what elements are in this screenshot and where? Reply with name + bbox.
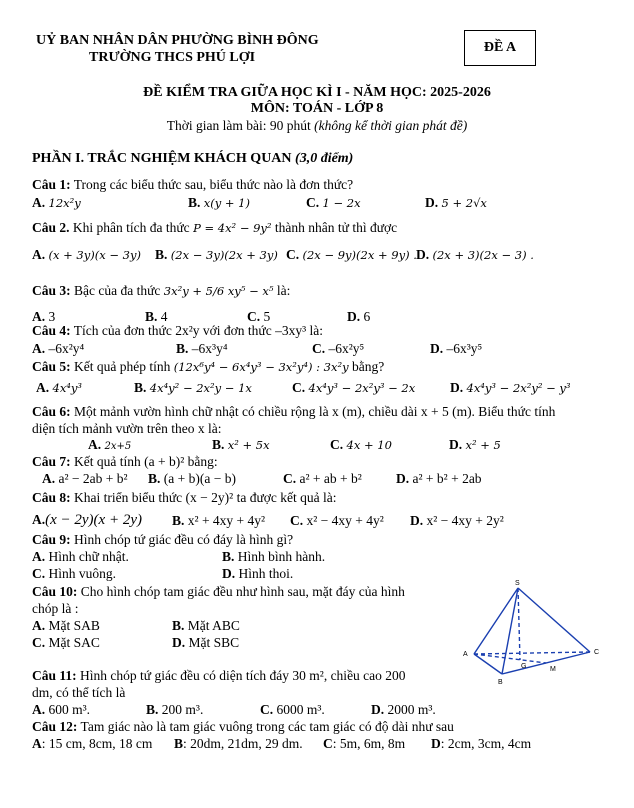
opt-value: (2x − 3y)(2x + 3y) [170, 248, 278, 262]
part1-heading: PHẦN I. TRẮC NGHIỆM KHÁCH QUAN [32, 151, 292, 166]
q3-text-before: Bậc của đa thức [70, 283, 164, 298]
opt-label: D. [416, 247, 430, 262]
opt-value: –6x³y⁴ [188, 341, 228, 356]
opt-label: D. [450, 380, 464, 395]
opt-value: x² − 4xy + 4y² [303, 513, 384, 528]
opt-value: 12x²y [48, 196, 81, 210]
opt-value: : 2cm, 3cm, 4cm [440, 736, 532, 751]
q5-option-d[interactable] [450, 380, 571, 396]
opt-value: Hình chữ nhật. [45, 549, 129, 564]
subject-title: MÔN: TOÁN - LỚP 8 [250, 101, 384, 116]
question-11 [32, 668, 406, 684]
opt-label: C [323, 736, 333, 751]
q3-expression: 3x²y + 5/6 xy⁵ − x⁵ [163, 284, 274, 298]
opt-value: a² + ab + b² [296, 471, 362, 486]
opt-value: Hình vuông. [45, 566, 116, 581]
pyramid-figure [458, 578, 608, 688]
q4-option-d[interactable] [430, 341, 482, 357]
q2-option-a[interactable] [32, 247, 141, 263]
opt-value: 4x⁴y³ − 2x²y² − y³ [466, 381, 571, 395]
q4-text: Tích của đơn thức 2x²y với đơn thức –3xy³ là: [70, 323, 323, 338]
q12-option-a[interactable] [32, 736, 152, 752]
question-12 [32, 719, 454, 735]
opt-value: x² + 4xy + 4y² [184, 513, 266, 528]
q9-option-a[interactable] [32, 549, 129, 565]
q2-text-after: thành nhân tử thì được [271, 220, 398, 235]
exam-title: ĐỀ KIỂM TRA GIỮA HỌC KÌ I - NĂM HỌC: 2025-2026 [143, 85, 491, 100]
q6-option-c[interactable] [330, 437, 392, 453]
opt-label: A. [32, 247, 46, 262]
opt-label: B. [172, 618, 185, 633]
q10-option-b[interactable] [172, 618, 240, 634]
opt-label: A. [32, 195, 46, 210]
q11-text-line1: Hình chóp tứ giác đều có diện tích đáy 30 m², chiều cao 200 [76, 668, 406, 683]
opt-label: D. [410, 513, 424, 528]
q11-option-a[interactable] [32, 702, 90, 718]
opt-value: 6 [360, 309, 371, 324]
opt-value: 4x⁴y³ [52, 381, 83, 395]
opt-label: A. [32, 512, 46, 527]
opt-value: 1 − 2x [322, 196, 361, 210]
q6-text-line2: diện tích mảnh vườn trên theo x là: [32, 421, 222, 436]
org-line-1: UỶ BAN NHÂN DÂN PHƯỜNG BÌNH ĐÔNG [36, 33, 319, 48]
q9-option-b[interactable] [222, 549, 325, 565]
question-1 [32, 177, 353, 193]
q8-option-a[interactable] [32, 512, 142, 529]
opt-value: 4x⁴y³ − 2x²y³ − 2x [308, 381, 416, 395]
q6-option-a[interactable] [88, 437, 131, 453]
opt-label: A. [32, 618, 46, 633]
q10-option-c[interactable] [32, 635, 100, 651]
opt-value: 5 [260, 309, 271, 324]
question-2 [32, 220, 397, 236]
question-3 [32, 283, 290, 299]
opt-value: 4x + 10 [346, 438, 392, 452]
opt-value: x² − 4xy + 2y² [423, 513, 504, 528]
edge-SC [518, 588, 590, 652]
opt-label: D. [430, 341, 444, 356]
q1-label: Câu 1: [32, 177, 71, 192]
q11-label: Câu 11: [32, 668, 77, 683]
label-B: B [498, 679, 503, 686]
label-C: C [594, 649, 600, 656]
opt-label: A. [32, 549, 46, 564]
q11-text-line2: dm, có thể tích là [32, 685, 126, 700]
part1-title [32, 151, 353, 167]
opt-label: A [32, 736, 42, 751]
opt-label: B. [176, 341, 189, 356]
opt-value: : 20dm, 21dm, 29 dm. [183, 736, 303, 751]
opt-value: 3 [45, 309, 56, 324]
opt-value: a² − 2ab + b² [55, 471, 128, 486]
q7-label: Câu 7: [32, 454, 71, 469]
opt-label: C. [32, 635, 46, 650]
q8-label: Câu 8: [32, 490, 71, 505]
opt-label: D [431, 736, 441, 751]
q10-option-d[interactable] [172, 635, 239, 651]
q12-option-c[interactable] [323, 736, 405, 752]
time-line [0, 118, 634, 134]
opt-label: D. [347, 309, 361, 324]
q5-expression: (12x⁶y⁴ − 6x⁴y³ − 3x²y⁴) : 3x²y [173, 360, 349, 374]
opt-label: B. [212, 437, 225, 452]
question-9 [32, 532, 293, 548]
q1-option-b[interactable] [188, 195, 250, 211]
opt-label: B. [146, 702, 159, 717]
opt-value: a² + b² + 2ab [409, 471, 482, 486]
opt-label: C. [283, 471, 297, 486]
opt-value: (x − 2y)(x + 2y) [45, 512, 142, 528]
q7-option-a[interactable] [42, 471, 128, 487]
opt-value: 5 + 2√x [441, 196, 487, 210]
q12-text: Tam giác nào là tam giác vuông trong các tam giác có độ dài như sau [77, 719, 454, 734]
opt-value: Hình bình hành. [234, 549, 326, 564]
opt-value: Mặt SBC [185, 635, 240, 650]
q4-label: Câu 4: [32, 323, 71, 338]
opt-label: B. [222, 549, 235, 564]
q10-label: Câu 10: [32, 584, 78, 599]
opt-label: C. [330, 437, 344, 452]
q1-option-d[interactable] [425, 195, 487, 211]
opt-label: C. [290, 513, 304, 528]
q2-label: Câu 2. [32, 220, 70, 235]
opt-label: B. [188, 195, 201, 210]
q8-option-d[interactable] [410, 513, 504, 529]
question-6 [32, 404, 555, 420]
opt-label: A. [32, 702, 46, 717]
q5-option-a[interactable] [36, 380, 82, 396]
q1-text: Trong các biểu thức sau, biểu thức nào là đơn thức? [70, 177, 354, 192]
opt-value: x² + 5 [465, 438, 501, 452]
opt-label: D. [371, 702, 385, 717]
time-note: (không kể thời gian phát đề) [314, 118, 468, 133]
opt-value: Mặt SAC [45, 635, 100, 650]
q6-option-b[interactable] [212, 437, 270, 453]
opt-value: 4 [157, 309, 168, 324]
question-7 [32, 454, 218, 470]
q1-option-c[interactable] [306, 195, 361, 211]
opt-value: 200 m³. [158, 702, 204, 717]
q6-label: Câu 6: [32, 404, 71, 419]
q2-option-c[interactable] [286, 247, 417, 263]
opt-value: (2x − 9y)(2x + 9y) . [302, 248, 417, 262]
time-text: Thời gian làm bài: 90 phút [166, 118, 315, 133]
opt-label: D. [425, 195, 439, 210]
opt-value: Mặt SAB [45, 618, 100, 633]
q4-option-b[interactable] [176, 341, 228, 357]
opt-value: Mặt ABC [184, 618, 240, 633]
label-S: S [515, 580, 520, 587]
q2-text-before: Khi phân tích đa thức [69, 220, 194, 235]
opt-label: C. [292, 380, 306, 395]
opt-label: C. [312, 341, 326, 356]
label-M: M [550, 666, 556, 673]
question-10 [32, 584, 405, 600]
opt-value: 4x⁴y² − 2x²y − 1x [149, 381, 252, 395]
opt-label: C. [247, 309, 261, 324]
q9-text: Hình chóp tứ giác đều có đáy là hình gì? [70, 532, 294, 547]
question-5 [32, 359, 384, 375]
opt-label: A. [36, 380, 50, 395]
opt-label: B. [145, 309, 158, 324]
q9-label: Câu 9: [32, 532, 71, 547]
opt-value: : 5m, 6m, 8m [332, 736, 406, 751]
opt-value: –6x²y⁴ [45, 341, 85, 356]
opt-label: D. [396, 471, 410, 486]
exam-code-box: ĐỀ A [464, 30, 536, 66]
q8-option-c[interactable] [290, 513, 384, 529]
opt-label: D. [172, 635, 186, 650]
opt-value: 600 m³. [45, 702, 91, 717]
opt-value: (x + 3y)(x − 3y) [48, 248, 141, 262]
opt-value: 2000 m³. [384, 702, 436, 717]
q9-option-c[interactable] [32, 566, 116, 582]
part1-points: (3,0 điểm) [295, 151, 354, 166]
opt-label: D. [449, 437, 463, 452]
opt-value: x² + 5x [227, 438, 270, 452]
opt-label: C. [286, 247, 300, 262]
org-line-2: TRƯỜNG THCS PHÚ LỢI [89, 50, 256, 65]
opt-value: x(y + 1) [203, 196, 250, 210]
question-4 [32, 323, 323, 339]
q12-option-d[interactable] [431, 736, 531, 752]
opt-value: (2x + 3)(2x − 3) . [432, 248, 534, 262]
q6-text-line1: Một mảnh vườn hình chữ nhật có chiều rộng là x (m), chiều dài x + 5 (m). Biểu thức tính [70, 404, 556, 419]
q11-option-b[interactable] [146, 702, 203, 718]
q5-label: Câu 5: [32, 359, 71, 374]
q7-option-d[interactable] [396, 471, 482, 487]
q7-option-b[interactable] [148, 471, 236, 487]
q7-text: Kết quả tính (a + b)² bằng: [70, 454, 218, 469]
edge-AC [474, 652, 590, 654]
question-8 [32, 490, 337, 506]
q11-option-c[interactable] [260, 702, 325, 718]
opt-label: B. [155, 247, 168, 262]
q5-text-before: Kết quả phép tính [70, 359, 174, 374]
opt-value: 2x+5 [104, 441, 132, 452]
q3-label: Câu 3: [32, 283, 71, 298]
q6-option-d[interactable] [449, 437, 501, 453]
q10-text-line1: Cho hình chóp tam giác đều như hình sau, mặt đáy của hình [77, 584, 405, 599]
q2-option-b[interactable] [155, 247, 278, 263]
height-SG [518, 588, 520, 660]
q1-option-a[interactable] [32, 195, 81, 211]
opt-value: : 15 cm, 8cm, 18 cm [41, 736, 153, 751]
opt-label: C. [260, 702, 274, 717]
opt-label: B. [134, 380, 147, 395]
opt-label: A. [32, 309, 46, 324]
q10-option-a[interactable] [32, 618, 100, 634]
q2-expression: P = 4x² − 9y² [193, 221, 272, 235]
opt-label: C. [32, 566, 46, 581]
q11-option-d[interactable] [371, 702, 436, 718]
q10-text-line2: chóp là : [32, 601, 79, 616]
opt-label: C. [306, 195, 320, 210]
q2-option-d[interactable] [416, 247, 534, 263]
q9-option-d[interactable] [222, 566, 293, 582]
q8-option-b[interactable] [172, 513, 265, 529]
opt-label: A. [32, 341, 46, 356]
opt-value: (a + b)(a − b) [160, 471, 236, 486]
opt-value: –6x²y⁵ [325, 341, 365, 356]
label-G: G [521, 663, 527, 670]
q5-option-b[interactable] [134, 380, 252, 396]
q3-text-after: là: [273, 283, 291, 298]
opt-label: D. [222, 566, 236, 581]
q12-label: Câu 12: [32, 719, 78, 734]
q4-option-a[interactable] [32, 341, 84, 357]
q3-option-d[interactable] [347, 309, 370, 325]
q8-text: Khai triển biểu thức (x − 2y)² ta được kết quả là: [70, 490, 337, 505]
q5-text-after: bằng? [348, 359, 385, 374]
q5-option-c[interactable] [292, 380, 415, 396]
opt-label: A. [88, 437, 102, 452]
opt-value: –6x³y⁵ [443, 341, 483, 356]
opt-label: A. [42, 471, 56, 486]
opt-label: B. [172, 513, 185, 528]
opt-value: 6000 m³. [273, 702, 325, 717]
opt-value: Hình thoi. [235, 566, 294, 581]
opt-label: B [174, 736, 184, 751]
q12-option-b[interactable] [174, 736, 303, 752]
label-A: A [463, 651, 468, 658]
q7-option-c[interactable] [283, 471, 362, 487]
q4-option-c[interactable] [312, 341, 364, 357]
opt-label: B. [148, 471, 161, 486]
